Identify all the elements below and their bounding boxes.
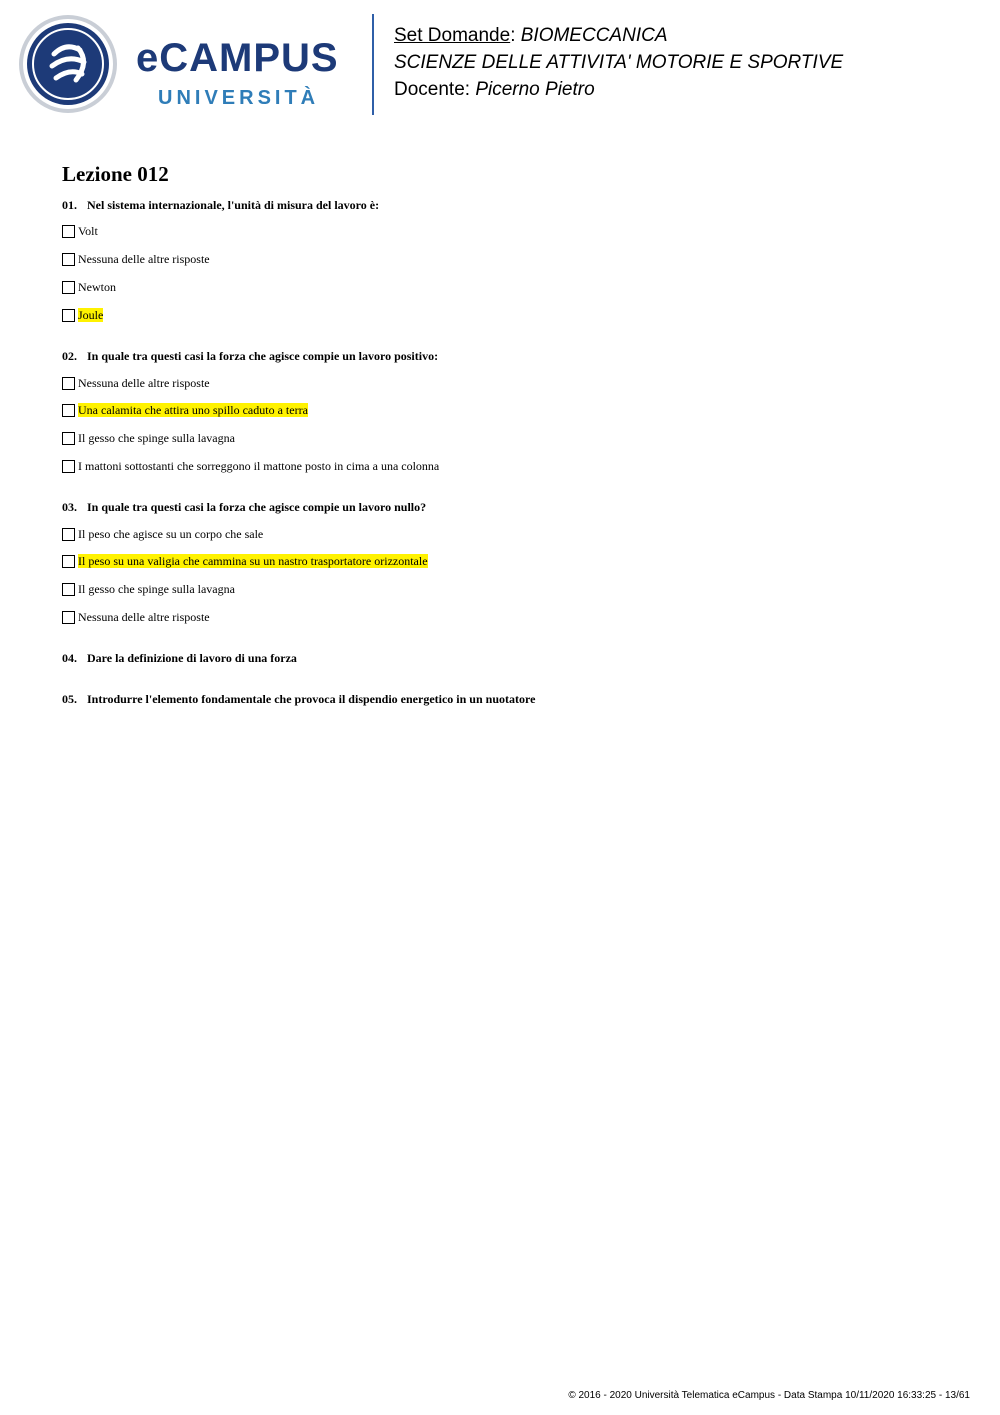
print-footer: © 2016 - 2020 Università Telematica eCampus - Data Stampa 10/11/2020 16:33:25 - 13/61 [568, 1390, 970, 1401]
question-text: Nel sistema internazionale, l'unità di misura del lavoro è: [87, 198, 380, 212]
ecampus-seal-logo-icon [18, 14, 118, 114]
checkbox-icon[interactable] [62, 225, 75, 238]
answer-option[interactable] [62, 609, 210, 625]
question-text: In quale tra questi casi la forza che agisce compie un lavoro nullo? [87, 500, 427, 514]
teacher-name: Picerno Pietro [475, 79, 595, 100]
checkbox-icon[interactable] [62, 528, 75, 541]
checkbox-icon[interactable] [62, 611, 75, 624]
checkbox-icon[interactable] [62, 281, 75, 294]
answer-option[interactable] [62, 251, 210, 267]
question-02 [62, 348, 962, 364]
option-label: Nessuna delle altre risposte [78, 610, 210, 624]
header-divider [372, 14, 374, 115]
set-line [394, 22, 984, 49]
teacher-line [394, 76, 984, 103]
brand-name: eCAMPUS [136, 36, 339, 80]
question-number: 04. [62, 651, 77, 665]
question-text: In quale tra questi casi la forza che agisce compie un lavoro positivo: [87, 349, 439, 363]
answer-option[interactable] [62, 279, 116, 295]
brand-subtitle: UNIVERSITÀ [158, 87, 320, 109]
answer-option[interactable] [62, 581, 235, 597]
set-label: Set Domande [394, 25, 511, 46]
header-info [394, 22, 984, 103]
question-04 [62, 650, 962, 666]
checkbox-icon[interactable] [62, 432, 75, 445]
checkbox-icon[interactable] [62, 309, 75, 322]
question-text: Introdurre l'elemento fondamentale che provoca il dispendio energetico in un nuotatore [87, 692, 536, 706]
checkbox-icon[interactable] [62, 253, 75, 266]
option-label: Il peso che agisce su un corpo che sale [78, 527, 264, 541]
ecampus-logo [18, 14, 358, 118]
set-value: BIOMECCANICA [520, 25, 668, 46]
question-number: 02. [62, 349, 77, 363]
checkbox-icon[interactable] [62, 583, 75, 596]
answer-option[interactable] [62, 553, 428, 569]
answer-option[interactable] [62, 223, 98, 239]
question-05 [62, 691, 962, 707]
ecampus-wordmark [136, 36, 366, 116]
question-01 [62, 197, 962, 213]
option-label: Il gesso che spinge sulla lavagna [78, 431, 235, 445]
question-number: 01. [62, 198, 77, 212]
question-number: 05. [62, 692, 77, 706]
set-separator: : [510, 25, 516, 46]
option-label: Newton [78, 280, 116, 294]
option-label: Il gesso che spinge sulla lavagna [78, 582, 235, 596]
checkbox-icon[interactable] [62, 460, 75, 473]
course-name: SCIENZE DELLE ATTIVITA' MOTORIE E SPORTIVE [394, 52, 844, 73]
option-label: Volt [78, 224, 98, 238]
option-label-highlighted: Una calamita che attira uno spillo caduto a terra [78, 403, 308, 417]
lesson-title: Lezione 012 [62, 162, 169, 186]
teacher-label: Docente: [394, 79, 471, 100]
answer-option[interactable] [62, 375, 210, 391]
answer-option[interactable] [62, 526, 263, 542]
option-label-highlighted: Il peso su una valigia che cammina su un nastro trasportatore orizzontale [78, 554, 428, 568]
question-number: 03. [62, 500, 77, 514]
answer-option[interactable] [62, 458, 439, 474]
checkbox-icon[interactable] [62, 555, 75, 568]
answer-option[interactable] [62, 402, 308, 418]
checkbox-icon[interactable] [62, 404, 75, 417]
option-label: I mattoni sottostanti che sorreggono il mattone posto in cima a una colonna [78, 459, 440, 473]
option-label: Nessuna delle altre risposte [78, 252, 210, 266]
checkbox-icon[interactable] [62, 377, 75, 390]
question-text: Dare la definizione di lavoro di una forza [87, 651, 297, 665]
question-03 [62, 499, 962, 515]
answer-option[interactable] [62, 307, 103, 323]
answer-option[interactable] [62, 430, 235, 446]
option-label-highlighted: Joule [78, 308, 104, 322]
option-label: Nessuna delle altre risposte [78, 376, 210, 390]
